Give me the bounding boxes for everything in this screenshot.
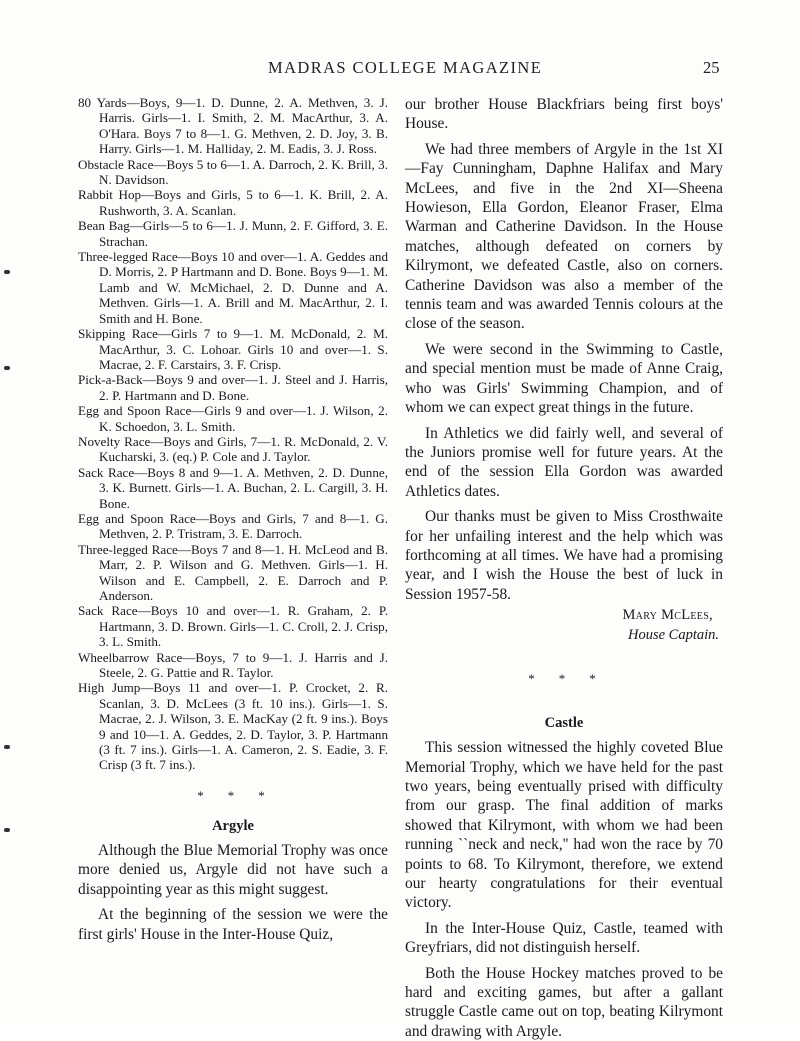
argyle-paragraph: We were second in the Swimming to Castle, and special mention must be made of Anne Craig, who was Girls' Swimming Champion, and of whom we can expect great things in the future. — [405, 340, 723, 417]
argyle-text-left — [78, 841, 388, 944]
sports-result-item: Pick-a-Back—Boys 9 and over—1. J. Steel and J. Harris, 2. P. Hartmann and D. Bone. — [78, 372, 388, 403]
section-separator — [405, 671, 723, 687]
argyle-signature — [405, 606, 719, 645]
sports-result-item: High Jump—Boys 11 and over—1. P. Crocket, 2. R. Scanlan, 3. D. McLees (3 ft. 10 ins.). Girls—1. S. Macrae, 2. J. Wilson, 3. E. MacKay (2 ft. 9 ins.). Boys 9 and 10—1. A. Geddes, 2. D. Taylor, 3. P. Hartmann (3 ft. 7 ins.). Girls—1. A. Cameron, 2. S. Eadie, 3. F. Crisp (3 ft. 7 ins.). — [78, 680, 388, 773]
binding-mark — [4, 745, 10, 749]
signature-name: Mary McLees, — [622, 607, 713, 624]
page-header — [0, 58, 800, 82]
separator-star: * — [197, 787, 208, 803]
castle-heading: Castle — [544, 715, 584, 732]
sports-result-item: Skipping Race—Girls 7 to 9—1. M. McDonald, 2. M. MacArthur, 3. C. Lohoar. Girls 10 and over—1. S. Macrae, 2. F. Carstairs, 3. F. Crisp. — [78, 326, 388, 372]
argyle-paragraph: We had three members of Argyle in the 1st XI—Fay Cunningham, Daphne Halifax and Mary McLees, and five in the 2nd XI—Sheena Howieson, Ella Gordon, Eleanor Fraser, Elma Warman and Catherine Davidson. In the House matches, although defeated on corners by Kilrymont, we defeated Castle, also on corners. Catherine Davidson was also a member of the tennis team and was awarded Tennis colours at the close of the season. — [405, 140, 723, 333]
argyle-paragraph-continued: our brother House Blackfriars being first boys' House. — [405, 96, 723, 133]
separator-star: * — [558, 671, 570, 687]
binding-mark — [4, 828, 10, 832]
sports-result-item: Novelty Race—Boys and Girls, 7—1. R. McDonald, 2. V. Kucharski, 3. (eq.) P. Cole and J. Taylor. — [78, 433, 388, 465]
argyle-paragraph: In Athletics we did fairly well, and several of the Juniors promise well for future years. At the end of the session Ella Gordon was awarded Athletics dates. — [405, 424, 723, 500]
argyle-text-right — [405, 95, 723, 604]
section-separator — [78, 788, 388, 804]
sports-result-item: Egg and Spoon Race—Girls 9 and over—1. J. Wilson, 2. K. Schoedon, 3. L. Smith. — [78, 403, 388, 434]
argyle-paragraph: Our thanks must be given to Miss Crosthwaite for her unfailing interest and the help which was forthcoming at all times. We have had a promising year, and I wish the House the best of luck in Session 1957-58. — [405, 508, 723, 603]
separator-star: * — [227, 787, 239, 803]
castle-paragraph: In the Inter-House Quiz, Castle, teamed with Greyfriars, did not distinguish herself. — [405, 919, 723, 957]
right-column — [405, 95, 723, 1041]
sports-result-item: Rabbit Hop—Boys and Girls, 5 to 6—1. K. Brill, 2. A. Rushworth, 3. A. Scanlan. — [78, 187, 388, 218]
castle-text — [405, 738, 723, 1041]
sports-result-item: Obstacle Race—Boys 5 to 6—1. A. Darroch, 2. K. Brill, 3. N. Davidson. — [78, 156, 388, 188]
separator-star: * — [528, 671, 539, 687]
page-number: 25 — [703, 58, 720, 77]
argyle-paragraph: Although the Blue Memorial Trophy was once more denied us, Argyle did not have such a disappointing year as this might suggest. — [78, 841, 388, 898]
sports-result-item: Three-legged Race—Boys 10 and over—1. A. Geddes and D. Morris, 2. P Hartmann and D. Bone. Boys 9—1. M. Lamb and W. McMichael, 2. D. Dunne and A. Methven. Girls—1. A. Brill and M. MacArthur, 2. I. Smith and H. Bone. — [78, 249, 388, 326]
sports-result-item: Three-legged Race—Boys 7 and 8—1. H. McLeod and B. Marr, 2. P. Wilson and G. Methven. Girls—1. H. Wilson and E. Campbell, 2. E. Darroch and P. Anderson. — [78, 541, 388, 603]
sports-results-list — [78, 95, 388, 773]
castle-paragraph: This session witnessed the highly coveted Blue Memorial Trophy, which we have held for the past two years, being eventually prised with difficulty from our grasp. The final addition of marks showed that Kilrymont, with whom we had been running ``neck and neck,'' had won the race by 70 points to 68. To Kilrymont, therefore, we extend our hearty congratulations for their eventual victory. — [405, 739, 723, 912]
sports-result-item: Wheelbarrow Race—Boys, 7 to 9—1. J. Harris and J. Steele, 2. G. Pattie and R. Taylor. — [78, 649, 388, 681]
binding-mark — [4, 270, 10, 274]
sports-result-item: 80 Yards—Boys, 9—1. D. Dunne, 2. A. Methven, 3. J. Harris. Girls—1. I. Smith, 2. M. MacArthur, 3. A. O'Hara. Boys 7 to 8—1. G. Methven, 2. D. Joy, 3. B. Harry. Girls—1. M. Halliday, 2. M. Eadis, 3. J. Ross. — [78, 95, 388, 157]
signature-title: House Captain. — [627, 626, 719, 643]
sports-result-item: Egg and Spoon Race—Boys and Girls, 7 and 8—1. G. Methven, 2. P. Tristram, 3. E. Darroch. — [78, 510, 388, 542]
binding-mark — [4, 366, 10, 370]
magazine-title: MADRAS COLLEGE MAGAZINE — [268, 58, 543, 77]
sports-result-item: Sack Race—Boys 8 and 9—1. A. Methven, 2. D. Dunne, 3. K. Burnett. Girls—1. A. Buchan, 2. L. Cargill, 3. H. Bone. — [78, 464, 388, 511]
separator-star: * — [258, 787, 269, 803]
argyle-heading: Argyle — [212, 817, 254, 834]
castle-paragraph: Both the House Hockey matches proved to be hard and exciting games, but after a gallant struggle Castle came out on top, beating Kilrymont and drawing with Argyle. — [405, 964, 723, 1040]
argyle-paragraph: At the beginning of the session we were the first girls' House in the Inter-House Quiz, — [78, 906, 388, 943]
left-column — [78, 95, 388, 944]
separator-star: * — [589, 671, 600, 687]
sports-result-item: Bean Bag—Girls—5 to 6—1. J. Munn, 2. F. Gifford, 3. E. Strachan. — [78, 218, 388, 249]
sports-result-item: Sack Race—Boys 10 and over—1. R. Graham, 2. P. Hartmann, 3. D. Brown. Girls—1. C. Croll, 2. J. Crisp, 3. L. Smith. — [78, 603, 388, 650]
